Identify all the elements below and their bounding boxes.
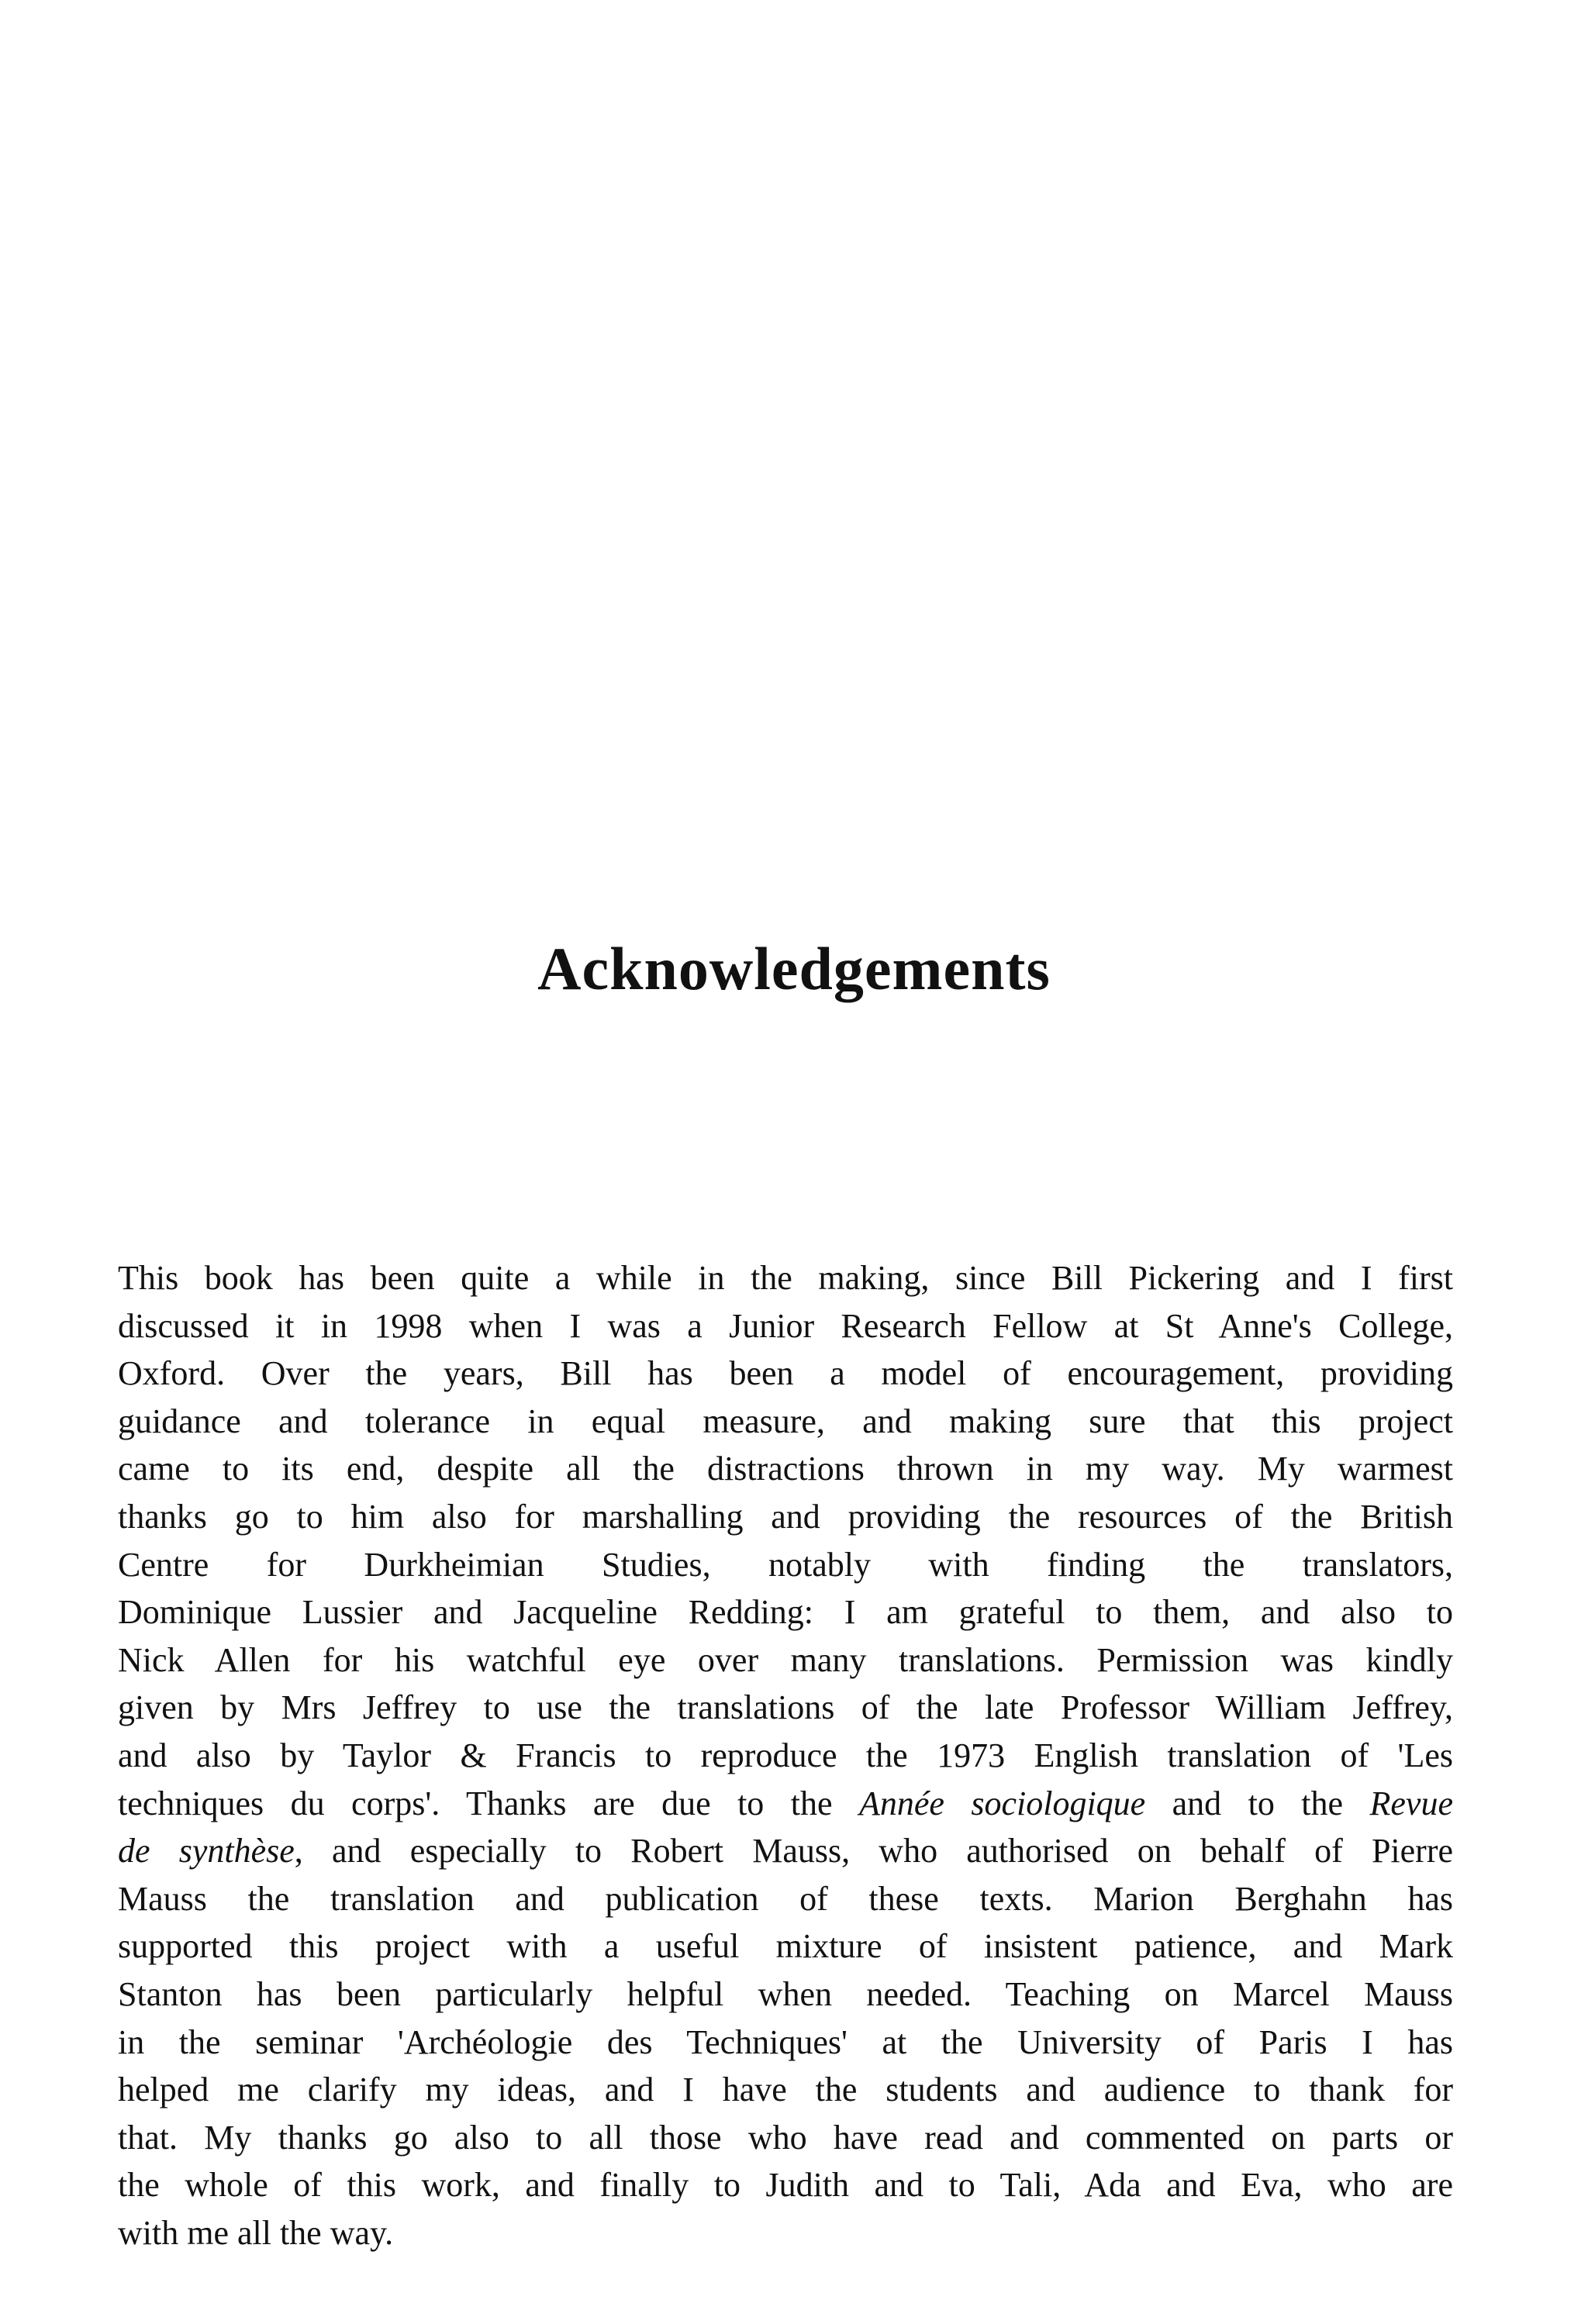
paragraph-line: that. My thanks go also to all those who have read and commented on parts or bbox=[118, 2118, 1453, 2157]
paragraph-line: This book has been quite a while in the making, since Bill Pickering and I first bbox=[118, 1259, 1453, 1297]
page-title: Acknowledgements bbox=[537, 935, 1051, 1002]
paragraph-line: Dominique Lussier and Jacqueline Redding: I am grateful to them, and also to bbox=[118, 1593, 1453, 1632]
paragraph-line: with me all the way. bbox=[118, 2213, 394, 2252]
paragraph-line: Oxford. Over the years, Bill has been a model of encouragement, providing bbox=[118, 1354, 1453, 1393]
paragraph-line: discussed it in 1998 when I was a Junior Research Fellow at St Anne's College, bbox=[118, 1306, 1453, 1345]
journal-title-de-synthese: de synthèse bbox=[118, 1832, 295, 1871]
paragraph-line: Stanton has been particularly helpful when needed. Teaching on Marcel Mauss bbox=[118, 1974, 1453, 2013]
paragraph-line: Nick Allen for his watchful eye over many translations. Permission was kindly bbox=[118, 1640, 1453, 1679]
journal-title-annee-sociologique: Année sociologique bbox=[858, 1784, 1146, 1822]
line-text: techniques du corps'. Thanks are due to the bbox=[118, 1784, 859, 1822]
paragraph-line: Centre for Durkheimian Studies, notably with finding the translators, bbox=[118, 1545, 1453, 1584]
paragraph-line: given by Mrs Jeffrey to use the translations of the late Professor William Jeffrey, bbox=[118, 1688, 1453, 1727]
paragraph-line: thanks go to him also for marshalling and providing the resources of the British bbox=[118, 1497, 1453, 1536]
line-text: and to the bbox=[1145, 1784, 1370, 1822]
paragraph-line: in the seminar 'Archéologie des Techniques' at the University of Paris I has bbox=[118, 2022, 1453, 2061]
acknowledgements-paragraph bbox=[118, 1254, 1453, 2257]
line-text: , and especially to Robert Mauss, who authorised on behalf of Pierre bbox=[294, 1832, 1453, 1871]
paragraph-line: came to its end, despite all the distractions thrown in my way. My warmest bbox=[118, 1450, 1453, 1488]
paragraph-line: guidance and tolerance in equal measure, and making sure that this project bbox=[118, 1402, 1453, 1440]
paragraph-line: and also by Taylor & Francis to reproduce the 1973 English translation of 'Les bbox=[118, 1736, 1453, 1774]
paragraph-line: Mauss the translation and publication of these texts. Marion Berghahn has bbox=[118, 1879, 1453, 1918]
journal-title-revue: Revue bbox=[1369, 1784, 1453, 1822]
paragraph-line: helped me clarify my ideas, and I have the students and audience to thank for bbox=[118, 2071, 1453, 2109]
paragraph-line bbox=[118, 1827, 1453, 1875]
paragraph-line: supported this project with a useful mixture of insistent patience, and Mark bbox=[118, 1927, 1453, 1966]
paragraph-line bbox=[118, 1780, 1453, 1828]
paragraph-line: the whole of this work, and finally to Judith and to Tali, Ada and Eva, who are bbox=[118, 2166, 1453, 2205]
